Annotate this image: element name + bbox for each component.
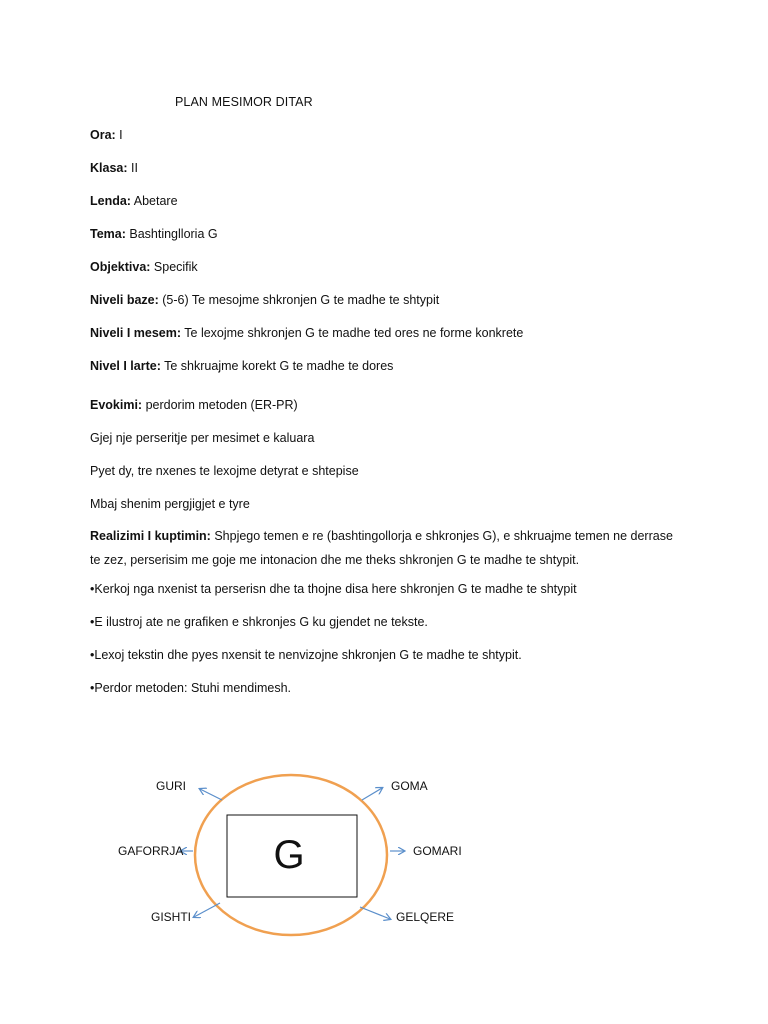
word-goma: GOMA	[391, 779, 428, 793]
arrow-bottom-left	[194, 903, 220, 917]
realizimi-label: Realizimi I kuptimin:	[90, 529, 211, 543]
text-line: Gjej nje perseritje per mesimet e kaluara	[90, 431, 315, 445]
bullet-item: •Kerkoj nga nxenist ta perserisn dhe ta thojne disa here shkronjen G te madhe te shtypit	[90, 582, 577, 596]
field-nivel-larte	[90, 359, 393, 373]
field-label: Lenda:	[90, 194, 131, 208]
field-value: Bashtinglloria G	[125, 227, 218, 241]
arrow-top-right	[362, 788, 382, 800]
field-ora	[90, 128, 123, 142]
word-gelqere: GELQERE	[396, 910, 455, 924]
field-klasa	[90, 161, 138, 175]
text-line: Mbaj shenim pergjigjet e tyre	[90, 497, 250, 511]
field-objektiva	[90, 260, 198, 274]
field-evokimi	[90, 398, 298, 412]
field-label: Nivel I larte:	[90, 359, 161, 373]
field-value: Abetare	[130, 194, 178, 208]
field-value: (5-6) Te mesojme shkronjen G te madhe te shtypit	[158, 293, 440, 307]
center-letter: G	[273, 833, 305, 877]
word-gishti: GISHTI	[151, 910, 192, 924]
word-guri: GURI	[156, 779, 186, 793]
field-value: perdorim metoden (ER-PR)	[142, 398, 298, 412]
mind-map-diagram	[0, 740, 768, 960]
page-title: PLAN MESIMOR DITAR	[175, 95, 313, 109]
field-label: Niveli I mesem:	[90, 326, 182, 340]
word-gaforrja: GAFORRJA	[118, 844, 184, 858]
realizimi-paragraph	[90, 524, 680, 572]
field-label: Niveli baze:	[90, 293, 159, 307]
field-label: Objektiva:	[90, 260, 151, 274]
word-gomari: GOMARI	[413, 844, 462, 858]
field-niveli-baze	[90, 293, 439, 307]
text-line: Pyet dy, tre nxenes te lexojme detyrat e shtepise	[90, 464, 359, 478]
field-lenda	[90, 194, 178, 208]
field-tema	[90, 227, 218, 241]
field-value: II	[127, 161, 138, 175]
bullet-item: •Lexoj tekstin dhe pyes nxensit te nenvizojne shkronjen G te madhe te shtypit.	[90, 648, 522, 662]
realizimi-text: Shpjego temen e re (bashtingollorja e shkronjes G), e shkruajme temen ne derrase te zez, perserisim me goje me intonacion dhe me theks shkronjen G te madhe te shtypit.	[90, 529, 673, 567]
bullet-item: •E ilustroj ate ne grafiken e shkronjes G ku gjendet ne tekste.	[90, 615, 428, 629]
field-label: Evokimi:	[90, 398, 143, 412]
arrow-bottom-right	[360, 907, 390, 919]
field-label: Klasa:	[90, 161, 128, 175]
field-label: Ora:	[90, 128, 116, 142]
field-value: Te lexojme shkronjen G te madhe ted ores ne forme konkrete	[181, 326, 524, 340]
field-value: Te shkruajme korekt G te madhe te dores	[160, 359, 394, 373]
bullet-item: •Perdor metoden: Stuhi mendimesh.	[90, 681, 292, 695]
field-niveli-mesem	[90, 326, 523, 340]
field-value: Specifik	[150, 260, 198, 274]
field-value: I	[115, 128, 123, 142]
field-label: Tema:	[90, 227, 126, 241]
arrow-top-left	[200, 789, 222, 800]
